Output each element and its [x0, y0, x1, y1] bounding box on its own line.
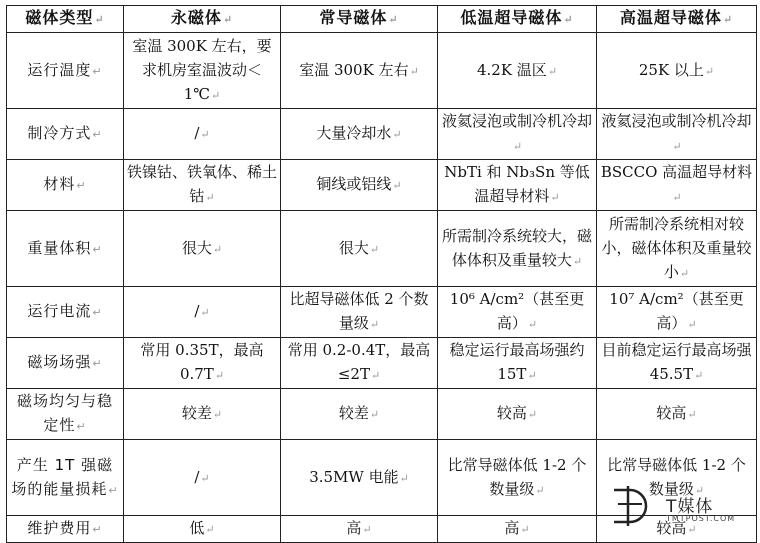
row-label: 重量体积↵ — [7, 211, 124, 287]
table-cell: 较差↵ — [281, 389, 438, 440]
row-label: 制冷方式↵ — [7, 109, 124, 160]
table-cell: 比常导磁体低 1-2 个数量级↵ — [438, 440, 597, 516]
table-row — [7, 287, 757, 338]
table-cell: 较高↵ — [597, 389, 757, 440]
table-cell: 大量冷却水↵ — [281, 109, 438, 160]
table-cell: NbTi 和 Nb₃Sn 等低温超导材料↵ — [438, 160, 597, 211]
watermark-site: TMTPOST.COM — [666, 514, 736, 523]
table-row — [7, 338, 757, 389]
header-cell: 常导磁体↵ — [281, 6, 438, 33]
table-cell: 比常导磁体低 1-2 个数量级↵ — [597, 440, 757, 516]
header-cell: 磁体类型↵ — [7, 6, 124, 33]
table-cell: 10⁷ A/cm²（甚至更高）↵ — [597, 287, 757, 338]
table-row — [7, 389, 757, 440]
table-cell: 10⁶ A/cm²（甚至更高）↵ — [438, 287, 597, 338]
table-cell: 液氦浸泡或制冷机冷却↵ — [438, 109, 597, 160]
tmtpost-logo-icon — [608, 484, 652, 528]
table-cell: 常用 0.35T，最高 0.7T↵ — [124, 338, 281, 389]
table-cell: 很大↵ — [281, 211, 438, 287]
watermark — [608, 480, 758, 532]
row-label: 运行电流↵ — [7, 287, 124, 338]
table-row — [7, 211, 757, 287]
row-label: 磁场场强↵ — [7, 338, 124, 389]
table-cell: 比超导磁体低 2 个数量级↵ — [281, 287, 438, 338]
table-cell: 较差↵ — [124, 389, 281, 440]
table-cell: 较高↵ — [438, 389, 597, 440]
table-cell: BSCCO 高温超导材料↵ — [597, 160, 757, 211]
table-cell: 铜线或铝线↵ — [281, 160, 438, 211]
table-cell: 高↵ — [438, 516, 597, 543]
table-cell: 4.2K 温区↵ — [438, 33, 597, 109]
row-label: 维护费用↵ — [7, 516, 124, 543]
header-cell: 低温超导磁体↵ — [438, 6, 597, 33]
table-cell: 25K 以上↵ — [597, 33, 757, 109]
table-cell: 所需制冷系统较大，磁体体积及重量较大↵ — [438, 211, 597, 287]
watermark-name: T媒体 — [666, 497, 714, 517]
table-cell: 高↵ — [281, 516, 438, 543]
table-cell: 低↵ — [124, 516, 281, 543]
row-label: 运行温度↵ — [7, 33, 124, 109]
table-cell: 室温 300K 左右，要求机房室温波动＜1℃↵ — [124, 33, 281, 109]
table-cell: /↵ — [124, 440, 281, 516]
table-cell: 室温 300K 左右↵ — [281, 33, 438, 109]
table-row — [7, 109, 757, 160]
table-row — [7, 33, 757, 109]
table-cell: 目前稳定运行最高场强 45.5T↵ — [597, 338, 757, 389]
table-cell: /↵ — [124, 287, 281, 338]
table-cell: 液氦浸泡或制冷机冷却↵ — [597, 109, 757, 160]
header-cell: 高温超导磁体↵ — [597, 6, 757, 33]
row-label: 磁场均匀与稳定性↵ — [7, 389, 124, 440]
table-cell: 稳定运行最高场强约 15T↵ — [438, 338, 597, 389]
table-cell: 较高↵ — [597, 516, 757, 543]
header-cell: 永磁体↵ — [124, 6, 281, 33]
header-row — [7, 6, 757, 33]
row-label: 材料↵ — [7, 160, 124, 211]
table-cell: 3.5MW 电能↵ — [281, 440, 438, 516]
table-row — [7, 160, 757, 211]
table-cell: 所需制冷系统相对较小，磁体体积及重量较小↵ — [597, 211, 757, 287]
table-cell: 常用 0.2-0.4T，最高≤2T↵ — [281, 338, 438, 389]
table-cell: 很大↵ — [124, 211, 281, 287]
comparison-table — [6, 5, 757, 543]
table-cell: /↵ — [124, 109, 281, 160]
table-cell: 铁镍钴、铁氧体、稀土钴↵ — [124, 160, 281, 211]
row-label: 产生 1T 强磁场的能量损耗↵ — [7, 440, 124, 516]
